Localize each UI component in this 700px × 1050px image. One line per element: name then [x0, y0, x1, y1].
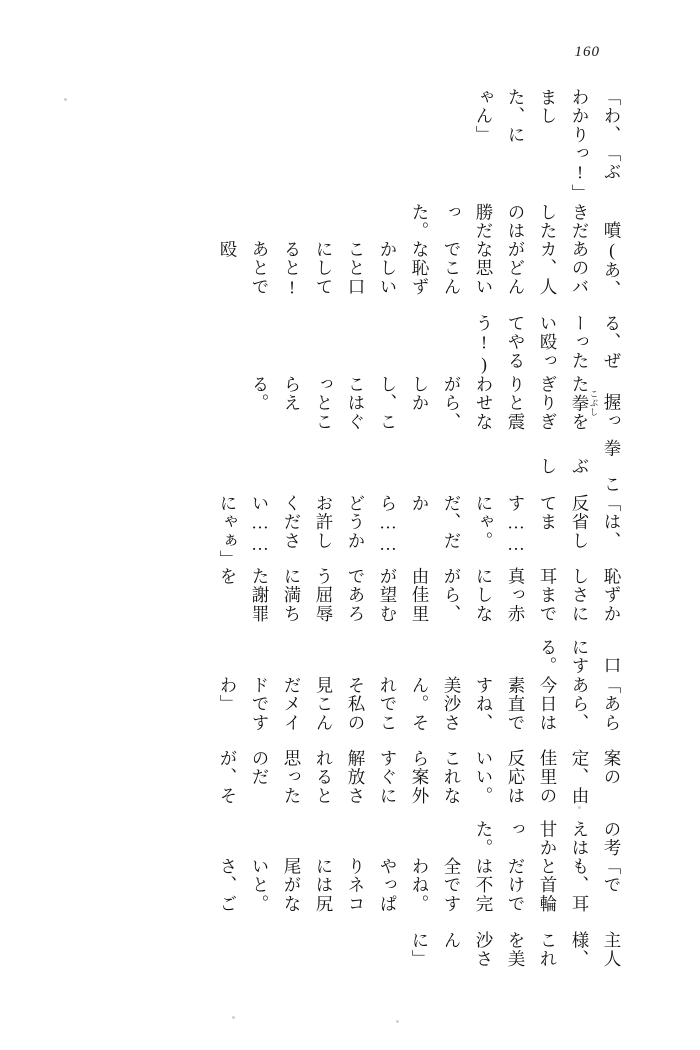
paragraph: 拳 [602, 438, 622, 458]
paragraph: こぶし [538, 457, 622, 495]
paragraph: 「あらあら、今日は素直ですね、美沙さん。それでこそ私の見こんだメイドですわ」 [218, 675, 622, 732]
page-number: 160 [574, 44, 600, 60]
paragraph: 「ぶっ!」 [570, 144, 622, 203]
vertical-text-body [68, 88, 628, 968]
paragraph-text: 握った拳 こぶしをぎりぎりと震わせながら、しかし、ここはぐっとこらえる。 [250, 375, 622, 432]
paper-speck [396, 1020, 399, 1023]
ruby-annotation: 拳 こぶし [570, 389, 599, 417]
paragraph: の考えは甘かった。 [474, 820, 622, 858]
paragraph: 主人様、これを美沙さんに」 [410, 930, 622, 968]
paper-speck [64, 98, 67, 101]
paragraph: 噴きだしたのは勝だった。 [410, 202, 622, 241]
paper-speck [578, 806, 581, 809]
paragraph: 案の定、由佳里の反応はいい。これなら案外すぐに解放されると思ったのだが、そ [218, 748, 622, 805]
paper-speck [232, 1016, 235, 1019]
paragraph: る、ぜーったい殴ってやるう!) [474, 314, 622, 376]
paragraph: (あ、あのバカ、人がどんな思いでこんな恥ずかしいこと口にしてると! あとで殴 [218, 240, 622, 299]
paragraph: 「でも、耳と首輪だけでは不完全ですわね。やっぱりネコには尻尾がないと。さ、ご [218, 857, 622, 914]
paragraph: 恥ずかしさに耳まで真っ赤にしながら、由佳里が望むであろう屈辱に満ちた謝罪を [218, 566, 622, 623]
paragraph-with-ruby [244, 375, 628, 439]
paragraph: 口にする。 [538, 638, 622, 676]
paragraph: 「わ、わかりました、にゃん」 [474, 88, 622, 145]
paragraph: 「は、反省してます……にゃ。だ、だから……どうかお許しください……にゃぁ」 [218, 494, 622, 569]
